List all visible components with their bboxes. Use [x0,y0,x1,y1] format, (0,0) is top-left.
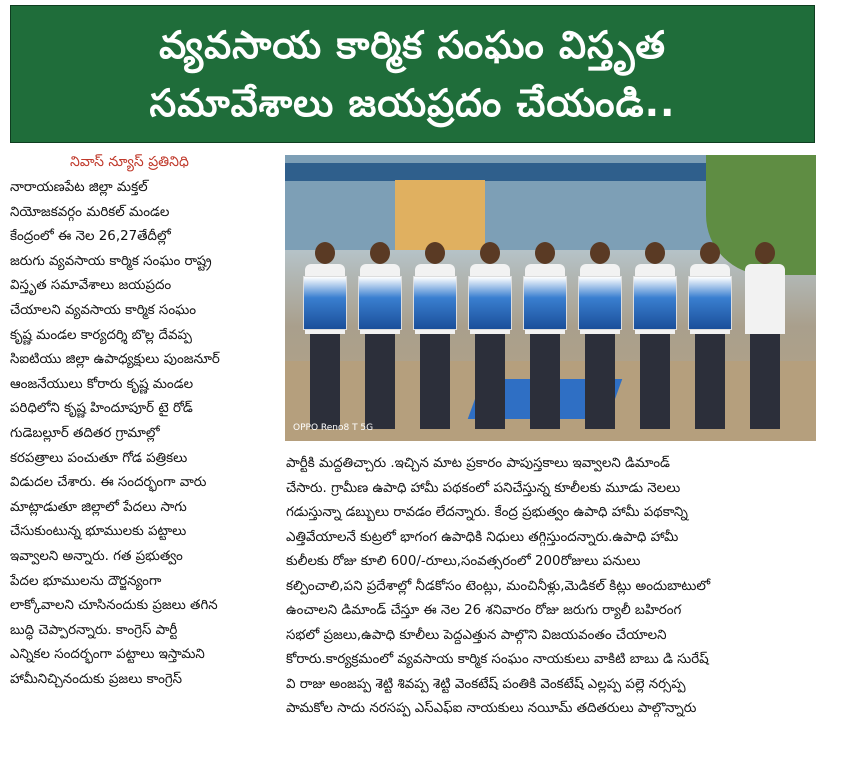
photo-person [525,242,565,429]
poster-icon [303,276,347,330]
right-column-line: పార్టీకి మద్దతిచ్చారు .ఇచ్చిన మాట ప్రకారం పాపుస్తకాలు ఇవ్వాలని డిమాండ్ [286,456,670,471]
left-column-line: పరిధిలోని కృష్ణ హిందూపూర్ టై రోడ్ [10,401,193,417]
left-column-line: బుద్ధి చెప్పారన్నారు. కాంగ్రెస్ పార్టీ [10,622,178,638]
left-column-line: చేయాలని వ్యవసాయ కార్మిక సంఘం [10,302,197,318]
poster-icon [358,276,402,330]
left-column-line: లాక్కోవాలని చూసినందుకు ప్రజలు తగిన [10,598,218,614]
photo-person [415,242,455,429]
right-column-line: చేసారు. గ్రామీణ ఉపాధి హామీ పథకంలో పనిచేస్తున్న కూలీలకు మూడు నెలలు [286,480,681,496]
left-column-line: కృష్ణ మండల కార్యదర్శి బొల్ల దేవప్ప [10,327,192,343]
right-column-line: గడుస్తున్నా డబ్బులు రావడం లేదన్నారు. కేంద్ర ప్రభుత్వం ఉపాధి హామీ పథకాన్ని [286,505,688,520]
left-column-line: కేంద్రంలో ఈ నెల 26,27తేదీల్లో [10,229,171,245]
left-column-line: గుడెబల్లూర్ తదితర గ్రామాల్లో [10,425,160,441]
poster-icon [468,276,512,330]
right-column-line: కులీలకు రోజు కూలి 600/-రూలు,సంవత్సరంలో 200రోజులు పనులు [286,554,641,569]
left-column-line: చేసుకుంటున్న భూములకు పట్టాలు [10,524,187,540]
right-column-line: ఎత్తివేయాలనే కుట్రలో భాగంగ ఉపాధికి నిధులు తగ్గిస్తుందన్నారు.ఉపాధి హామీ [286,529,679,545]
poster-icon [413,276,457,330]
headline-banner [10,5,815,143]
right-column-line: వి రాజు అంజప్ప శెట్టి శివప్ప శెట్టి వెంకటేష్ పంతికి వెంకటేష్ ఎల్లప్ప పల్లె నర్సప్ప [286,676,686,692]
left-column-line: విస్తృత సమావేశాలు జయప్రదం [10,278,172,294]
photo-person [745,242,785,429]
photo-shop [395,180,485,250]
left-column-line: సిఐటియు జిల్లా ఉపాధ్యక్షులు పుంజనూర్ [10,352,220,368]
left-column-line: ఇవ్వాలని అన్నారు. గత ప్రభుత్వం [10,548,183,564]
left-column-line: ఆంజనేయులు కోరారు కృష్ణ మండల [10,376,194,392]
right-column-line: పామకోల సాదు నరసప్ప ఎస్ఎఫ్ఐ నాయకులు నయీమ్ తదితరులు పాల్గొన్నారు [286,701,697,716]
left-column-line: విడుదల చేశారు. ఈ సందర్భంగా వారు [10,475,207,491]
left-column-line: నారాయణపేట జిల్లా మక్తల్ [10,180,148,195]
photo-person [470,242,510,429]
right-column-line: కల్పించాలి,పని ప్రదేశాల్లో నీడకోసం టెంట్లు, మంచినీళ్లు,మెడికల్ కిట్లు అందుబాటులో [286,578,711,594]
photo-person [580,242,620,429]
left-column-line: మాట్లాడుతూ జిల్లాలో పేదలు సాగు [10,499,187,515]
left-column-line: ఎన్నికల సందర్భంగా పట్టాలు ఇస్తామని [10,647,205,663]
poster-icon [578,276,622,330]
right-column-line: ఉంచాలని డిమాండ్ చేస్తూ ఈ నెల 26 శనివారం రోజు జరుగు ర్యాలీ బహిరంగ [286,603,682,618]
photo-person [635,242,675,429]
left-column-line: జరుగు వ్యవసాయ కార్మిక సంఘం రాష్ట్ర [10,253,212,269]
left-column-line: నియోజకవర్గం మరికల్ మండల [10,204,170,220]
poster-icon [523,276,567,330]
left-column [10,176,278,692]
headline-line-2: సమావేశాలు జయప్రదం చేయండి.. [149,81,676,125]
byline: నివాస్ న్యూస్ ప్రతినిధి [70,154,189,170]
photo-stamp: OPPO Reno8 T 5G [293,423,374,433]
photo-person [305,242,345,429]
left-column-line: కరపత్రాలు పంచుతూ గోడ పత్రికలు [10,450,188,466]
poster-icon [688,276,732,330]
poster-icon [633,276,677,330]
photo-person [690,242,730,429]
right-column-line: సభలో ప్రజలు,ఉపాధి కూలీలు పెద్దఎత్తున పాల్గొని విజయవంతం చేయాలని [286,627,667,643]
photo-person [360,242,400,429]
left-column-line: పేదల భూములను దౌర్జన్యంగా [10,573,162,589]
headline-line-1: వ్యవసాయ కార్మిక సంఘం విస్తృత [159,23,666,67]
right-column-line: కోరారు.కార్యక్రమంలో వ్యవసాయ కార్మిక సంఘం నాయకులు వాకిటి బాబు డి సురేష్ [286,652,709,667]
left-column-line: హామీనిచ్చినందుకు ప్రజలు కాంగ్రెస్ [10,671,183,687]
right-column [286,452,818,722]
news-photo [285,155,816,441]
